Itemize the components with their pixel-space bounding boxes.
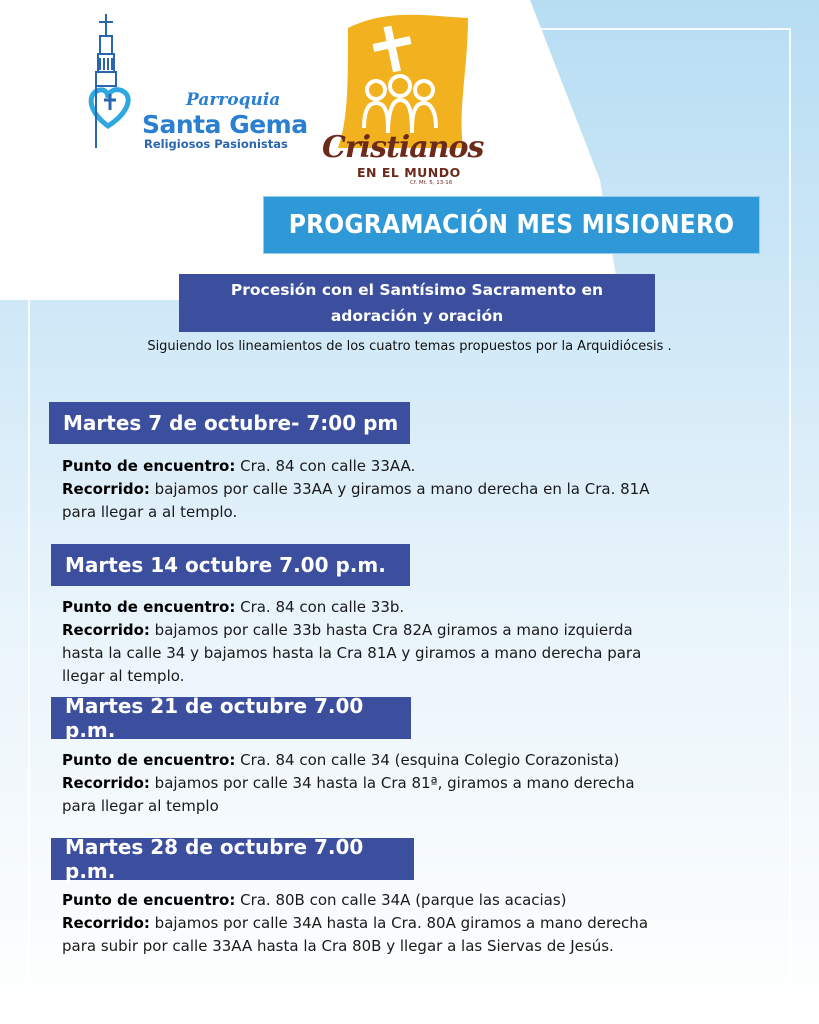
route-label: Recorrido: bbox=[62, 621, 150, 639]
procession-line-2: adoración y oración bbox=[330, 307, 504, 325]
event-date-text: Martes 14 octubre 7.00 p.m. bbox=[65, 553, 386, 577]
route-line-2: para llegar al templo bbox=[62, 797, 219, 815]
route-line-2: para subir por calle 33AA hasta la Cra 80B y llegar a las Siervas de Jesús. bbox=[62, 937, 614, 955]
event-date-2 bbox=[51, 544, 410, 586]
cristianos-text: Cristianos bbox=[322, 130, 484, 165]
meeting-point-line bbox=[62, 749, 742, 772]
route-line-3: llegar al templo. bbox=[62, 667, 185, 685]
meeting-value: Cra. 84 con calle 33b. bbox=[235, 598, 405, 616]
event-date-text: Martes 28 de octubre 7.00 p.m. bbox=[65, 835, 364, 883]
santa-gema-text: Santa Gema bbox=[142, 110, 308, 139]
meeting-label: Punto de encuentro: bbox=[62, 457, 236, 475]
route-value: bajamos por calle 34 hasta la Cra 81ª, giramos a mano derecha bbox=[149, 774, 635, 792]
route-line bbox=[62, 772, 742, 795]
event-details-4 bbox=[62, 889, 742, 958]
route-value: bajamos por calle 33b hasta Cra 82A giramos a mano izquierda bbox=[149, 621, 633, 639]
subtitle: Siguiendo los lineamientos de los cuatro temas propuestos por la Arquidiócesis . bbox=[147, 339, 672, 354]
event-date-4 bbox=[51, 835, 414, 883]
procession-banner bbox=[179, 274, 655, 332]
event-details-2 bbox=[62, 596, 742, 688]
page-title: PROGRAMACIÓN MES MISIONERO bbox=[288, 210, 735, 240]
bible-reference-text: Cf. Mt. 5, 13-16 bbox=[410, 180, 453, 186]
meeting-label: Punto de encuentro: bbox=[62, 598, 236, 616]
route-line bbox=[62, 478, 742, 501]
route-line bbox=[62, 912, 742, 935]
meeting-point-line bbox=[62, 455, 742, 478]
parroquia-text: Parroquia bbox=[186, 90, 281, 110]
meeting-value: Cra. 80B con calle 34A (parque las acacias) bbox=[235, 891, 567, 909]
route-value: bajamos por calle 33AA y giramos a mano derecha en la Cra. 81A bbox=[149, 480, 650, 498]
route-label: Recorrido: bbox=[62, 774, 150, 792]
event-date-1 bbox=[49, 402, 410, 444]
route-label: Recorrido: bbox=[62, 480, 150, 498]
meeting-point-line bbox=[62, 596, 742, 619]
gold-shape bbox=[338, 15, 468, 148]
route-line-2: para llegar a al templo. bbox=[62, 503, 238, 521]
religiosos-pasionistas-text: Religiosos Pasionistas bbox=[144, 137, 288, 151]
en-el-mundo-text: EN EL MUNDO bbox=[357, 165, 461, 180]
route-label: Recorrido: bbox=[62, 914, 150, 932]
event-date-text: Martes 21 de octubre 7.00 p.m. bbox=[65, 694, 364, 742]
meeting-value: Cra. 84 con calle 34 (esquina Colegio Corazonista) bbox=[235, 751, 620, 769]
event-details-1 bbox=[62, 455, 742, 524]
event-date-3 bbox=[51, 694, 411, 742]
meeting-point-line bbox=[62, 889, 742, 912]
event-date-text: Martes 7 de octubre- 7:00 pm bbox=[63, 411, 399, 435]
meeting-label: Punto de encuentro: bbox=[62, 891, 236, 909]
event-details-3 bbox=[62, 749, 742, 818]
route-line-2: hasta la calle 34 y bajamos hasta la Cra 81A y giramos a mano derecha para bbox=[62, 644, 642, 662]
church-cross-icon bbox=[96, 14, 116, 86]
meeting-label: Punto de encuentro: bbox=[62, 751, 236, 769]
route-line bbox=[62, 619, 742, 642]
meeting-value: Cra. 84 con calle 33AA. bbox=[235, 457, 416, 475]
procession-line-1: Procesión con el Santísimo Sacramento en bbox=[230, 281, 604, 299]
route-value: bajamos por calle 34A hasta la Cra. 80A giramos a mano derecha bbox=[149, 914, 649, 932]
main-title-banner bbox=[263, 196, 760, 254]
